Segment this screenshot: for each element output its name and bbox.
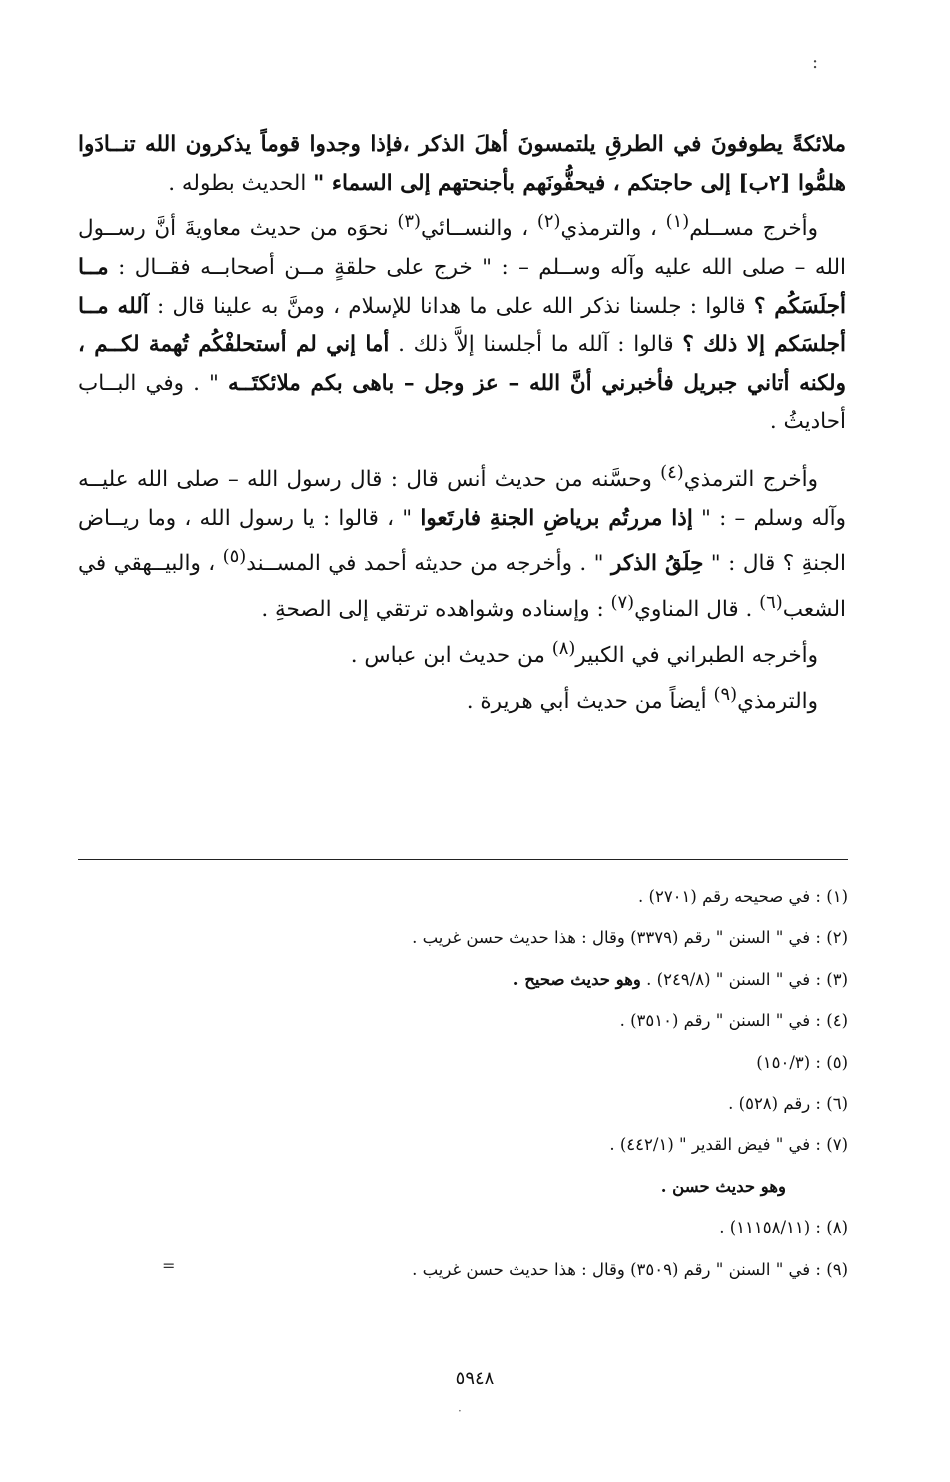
margin-mark: = — [162, 1256, 176, 1275]
hadith-text: إذا مررتُم برياضِ الجنةِ فارتَعوا — [420, 505, 693, 531]
text-span: ، والنســائي — [421, 216, 537, 242]
text-span: وأخرج مســلم — [689, 216, 818, 242]
text-span: قالوا : جلسنا نذكر الله على ما هدانا للإسلام ، ومنَّ به علينا قال : — [148, 293, 754, 319]
footnote-7: (٧) : في " فيض القدير " (٤٤٢/١) . — [609, 1135, 848, 1155]
footnote-grade: وهو حديث صحيح . — [512, 969, 641, 989]
text-span: قالوا : آلله ما أجلسنا إلاَّ ذلك . — [389, 332, 683, 358]
paragraph-5 — [78, 676, 846, 722]
footnote-ref-3[interactable]: (٣) — [397, 211, 422, 233]
text-span: وأخرج الترمذي — [683, 467, 818, 493]
footnote-ref-4[interactable]: (٤) — [660, 461, 684, 483]
hadith-text: حِلَقُ الذكر — [611, 551, 704, 577]
footnote-ref-6[interactable]: (٦) — [759, 592, 783, 613]
main-text — [78, 126, 846, 721]
footnote-9: (٩) : في " السنن " رقم (٣٥٠٩) وقال : هذا حديث حسن غريب . — [412, 1259, 848, 1279]
bottom-mark: · — [458, 1404, 462, 1418]
footnote-ref-7[interactable]: (٧) — [610, 592, 635, 613]
footnote-7-grade: وهو حديث حسن . — [660, 1176, 786, 1196]
hadith-text: أما إني لم أستحلفْكُم تُهمة لكــم ، ولكنه أتاني جبريل فأخبرني أنَّ الله – عز وجل – باهى بكم ملائكتَــه — [78, 332, 846, 396]
footnotes — [78, 876, 848, 1290]
paragraph-2 — [78, 203, 846, 442]
text-span: والترمذي — [737, 688, 818, 714]
footnote-ref-2[interactable]: (٢) — [536, 211, 561, 233]
text-span: . قال المناوي — [634, 597, 760, 623]
footnote-2: (٢) : في " السنن " رقم (٣٣٧٩) وقال : هذا حديث حسن غريب . — [412, 928, 848, 948]
corner-mark: : — [812, 52, 819, 73]
text-span: أيضاً من حديث أبي هريرة . — [466, 688, 714, 714]
footnote-1: (١) : في صحيحه رقم (٢٧٠١) . — [638, 887, 848, 906]
text-span: ، والبيــهقي في الشعب — [78, 551, 846, 623]
footnote-6: (٦) : رقم (٥٢٨) . — [728, 1094, 848, 1114]
footnote-5: (٥) : (١٥٠/٣) — [756, 1052, 848, 1072]
text-span: " . وفي البــاب أحاديثُ . — [78, 370, 846, 435]
hadith-text: آلله مــا أجلسَكم إلا ذلك ؟ — [78, 293, 846, 358]
footnote-ref-9[interactable]: (٩) — [713, 683, 738, 705]
text-span: " . وأخرجه من حديثه أحمد في المســند — [246, 551, 612, 577]
footnote-ref-5[interactable]: (٥) — [222, 546, 247, 568]
text-span: وحسَّنه من حديث أنس قال : قال رسول الله – صلى الله عليــه وآله وسلم – : " — [78, 467, 846, 531]
paragraph-3 — [78, 454, 846, 630]
footnote-8: (٨) : (١١١٥٨/١١) . — [719, 1218, 848, 1238]
paragraph-4 — [78, 630, 846, 676]
text-span: " ، قالوا : يا رسول الله ، وما ريــاض الجنةِ ؟ قال : " — [78, 505, 846, 577]
text-span: الحديث بطوله . — [168, 170, 314, 196]
footnote-ref-1[interactable]: (١) — [665, 211, 690, 233]
footnote-ref-8[interactable]: (٨) — [551, 637, 576, 659]
text-span: نحوَه من حديث معاويةَ أنَّ رســول الله – صلى الله عليه وآله وســلم – : " خرج على حلقةٍ مــن أصحابــه فقــال : — [78, 216, 846, 280]
text-span: : وإسناده وشواهده ترتقي إلى الصحةِ . — [261, 597, 611, 623]
footnote-text: (٣) : في " السنن " (٢٤٩/٨) . — [640, 969, 848, 989]
paragraph-1 — [78, 126, 846, 203]
page-number: ٥٩٤٨ — [455, 1368, 495, 1389]
text-span: وأخرجه الطبراني في الكبير — [575, 642, 818, 668]
footnote-divider — [78, 859, 848, 860]
text-span: ، والترمذي — [560, 216, 666, 242]
hadith-text: مــا أجلَسَكُم ؟ — [78, 254, 847, 319]
footnote-4: (٤) : في " السنن " رقم (٣٥١٠) . — [619, 1011, 848, 1031]
hadith-text: ملائكةً يطوفونَ في الطرقِ يلتمسونَ أهلَ الذكر ،فإذا وجدوا قوماً يذكرون الله تنــادَوا هلمُّوا [٢ب] إلى حاجتكم ، فيحفُّونَهم بأجنحتهم إلى السماء " — [78, 132, 846, 196]
footnote-3 — [78, 959, 848, 1000]
text-span: من حديث ابن عباس . — [350, 642, 552, 668]
